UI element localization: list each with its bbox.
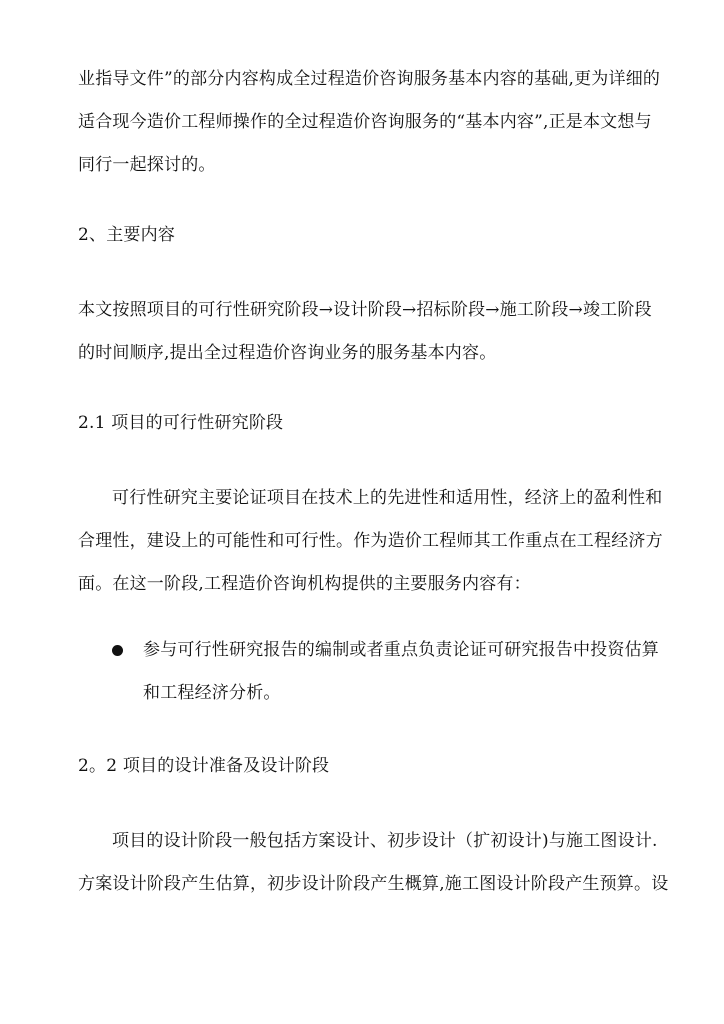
intro-line-2: 适合现今造价工程师操作的全过程造价咨询服务的“基本内容”,正是本文想与 (78, 112, 652, 132)
section-2-1-line-1: 可行性研究主要论证项目在技术上的先进性和适用性，经济上的盈利性和 (112, 488, 663, 508)
section-2-line-1: 本文按照项目的可行性研究阶段→设计阶段→招标阶段→施工阶段→竣工阶段 (78, 300, 652, 320)
bullet-dot-icon (112, 645, 123, 656)
intro-line-1: 业指导文件”的部分内容构成全过程造价咨询服务基本内容的基础,更为详细的 (78, 69, 661, 89)
section-2-2-line-1: 项目的设计阶段一般包括方案设计、初步设计（扩初设计)与施工图设计. (112, 831, 658, 851)
intro-line-3: 同行一起探讨的。 (78, 155, 216, 175)
bullet-line-1: 参与可行性研究报告的编制或者重点负责论证可研究报告中投资估算 (143, 640, 659, 660)
section-2-heading: 2、主要内容 (78, 225, 176, 245)
section-2-2-heading: 2。2 项目的设计准备及设计阶段 (78, 756, 330, 776)
section-2-1-heading: 2.1 项目的可行性研究阶段 (78, 413, 284, 433)
section-2-line-2: 的时间顺序,提出全过程造价咨询业务的服务基本内容。 (78, 343, 497, 363)
section-2-1-line-3: 面。在这一阶段,工程造价咨询机构提供的主要服务内容有： (78, 574, 531, 594)
section-2-1-line-2: 合理性，建设上的可能性和可行性。作为造价工程师其工作重点在工程经济方 (78, 531, 663, 551)
section-2-2-line-2: 方案设计阶段产生估算，初步设计阶段产生概算,施工图设计阶段产生预算。设 (78, 874, 669, 894)
bullet-line-2: 和工程经济分析。 (143, 683, 281, 703)
